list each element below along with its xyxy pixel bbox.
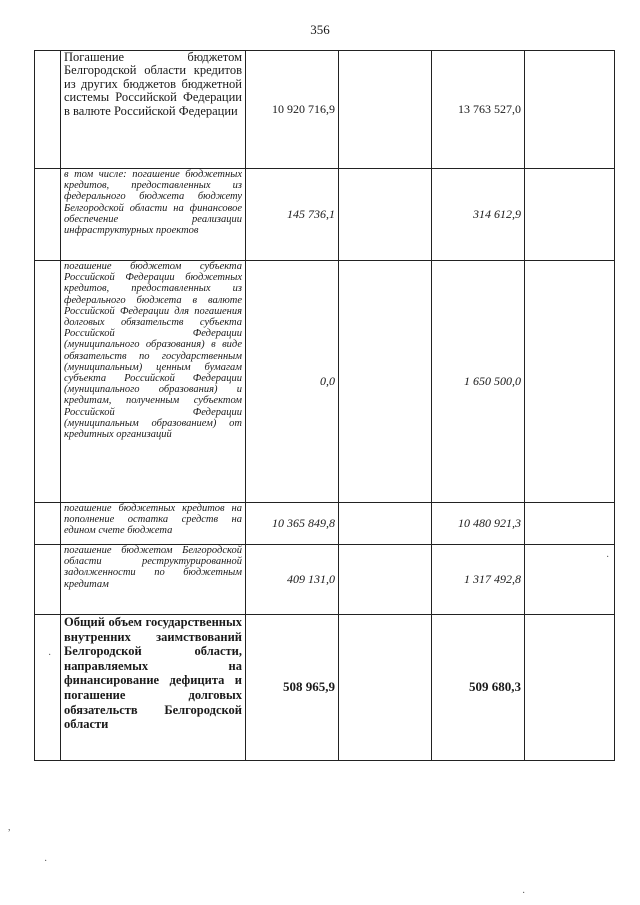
table-row [35, 51, 615, 169]
empty-cell [339, 503, 432, 545]
empty-cell [525, 169, 615, 261]
spacer-cell [35, 169, 61, 261]
table-row [35, 545, 615, 615]
scan-speck: · [44, 856, 48, 867]
scan-speck: · [48, 650, 52, 661]
empty-cell [339, 261, 432, 503]
value-cell-1: 10 920 716,9 [246, 51, 339, 169]
row-label: Погашение бюджетом Белгородской области кредитов из других бюджетов бюджетной системы Российской Федерации в валюте Российской Федерации [61, 51, 246, 169]
scan-speck: , [8, 822, 11, 833]
value-cell-2: 13 763 527,0 [432, 51, 525, 169]
table-row-total [35, 615, 615, 761]
scan-speck: · [522, 888, 526, 899]
empty-cell [525, 51, 615, 169]
empty-cell [525, 545, 615, 615]
empty-cell [339, 51, 432, 169]
table-row [35, 169, 615, 261]
row-label: погашение бюджетом Белгородской области реструктурированной задолженности по бюджетным кредитам [61, 545, 246, 615]
spacer-cell [35, 545, 61, 615]
spacer-cell [35, 615, 61, 761]
row-label: Общий объем государственных внутренних заимствований Белгородской области, направляемых на финансирование дефицита и погашение долговых обязательств Белгородской области [61, 615, 246, 761]
row-label: в том числе: погашение бюджетных кредитов, предоставленных из федерального бюджета бюджету Белгородской области на финансовое обеспечение реализации инфраструктурных проектов [61, 169, 246, 261]
borrowings-table [34, 50, 615, 761]
value-cell-1: 145 736,1 [246, 169, 339, 261]
spacer-cell [35, 51, 61, 169]
empty-cell [339, 169, 432, 261]
spacer-cell [35, 261, 61, 503]
table-row [35, 503, 615, 545]
value-cell-2: 509 680,3 [432, 615, 525, 761]
value-cell-1: 10 365 849,8 [246, 503, 339, 545]
spacer-cell [35, 503, 61, 545]
value-cell-1: 0,0 [246, 261, 339, 503]
row-label: погашение бюджетных кредитов на пополнение остатка средств на едином счете бюджета [61, 503, 246, 545]
value-cell-2: 314 612,9 [432, 169, 525, 261]
value-cell-2: 1 650 500,0 [432, 261, 525, 503]
empty-cell [525, 503, 615, 545]
empty-cell [339, 545, 432, 615]
empty-cell [525, 261, 615, 503]
empty-cell [339, 615, 432, 761]
table-row [35, 261, 615, 503]
page-number: 356 [310, 22, 330, 37]
value-cell-1: 409 131,0 [246, 545, 339, 615]
value-cell-2: 10 480 921,3 [432, 503, 525, 545]
value-cell-2: 1 317 492,8 [432, 545, 525, 615]
value-cell-1: 508 965,9 [246, 615, 339, 761]
empty-cell [525, 615, 615, 761]
row-label: погашение бюджетом субъекта Российской Федерации бюджетных кредитов, предоставленных из федерального бюджета в валюте Российской Федерации для погашения долговых обязательств субъекта Российской Федерации (муниципального образования) в виде обязательств по государственным (муниципальным) ценным бумагам субъекта Российской Федерации (муниципального образования) и кредитам, полученным субъектом Российской Федерации (муниципальным образованием) от кредитных организаций [61, 261, 246, 503]
scan-speck: · [606, 552, 610, 563]
